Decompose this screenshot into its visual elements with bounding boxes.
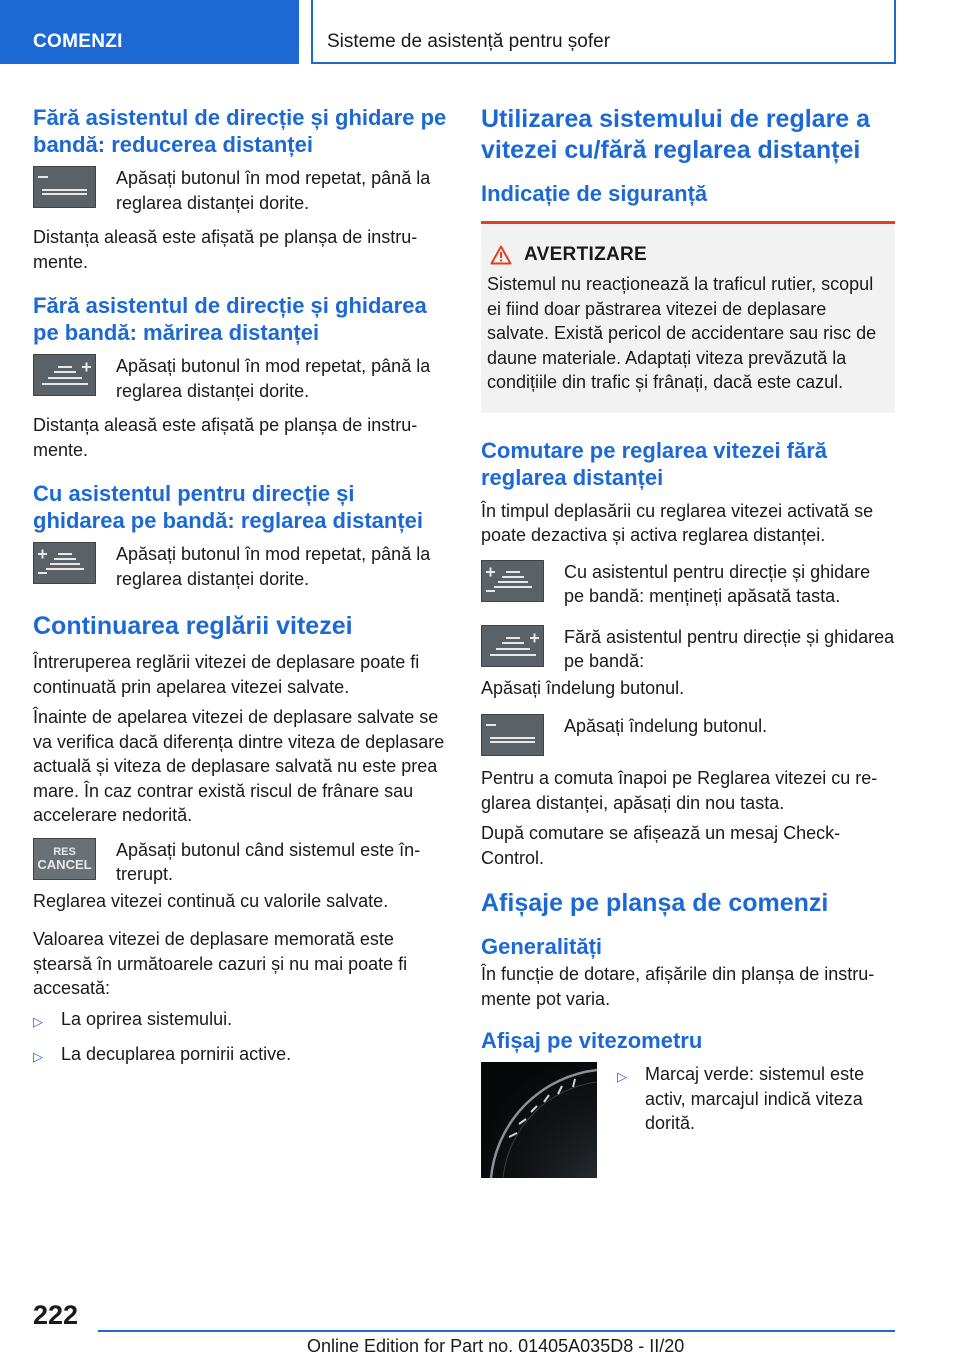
paragraph: Reglarea vitezei continuă cu valorile salvate. (33, 890, 389, 911)
paragraph: Înainte de apelarea vitezei de deplasare salvate se va verifica dacă diferența dintre viteza de deplasare actuală și viteza de deplasare salvată nu este prea mare. În caz contrar există riscul de frânare sau accelerare nedorită. (33, 707, 445, 825)
instruction-text: Cu asistentul pentru direcție și ghidare pe bandă: mențineți apăsată tasta. (564, 561, 871, 606)
res-label: RES (53, 845, 76, 858)
paragraph: Pentru a comuta înapoi pe Reglarea vitezei cu reglarea distanței, apăsați din nou tasta. (481, 768, 878, 813)
paragraph: Valoarea vitezei de deplasare memorată este ștearsă în următoarele cazuri și nu mai poate fi accesată: (33, 929, 408, 998)
left-column (33, 104, 449, 1078)
instruction-text: Fără asistentul pentru direcție și ghidarea pe bandă: (564, 626, 895, 671)
distance-plus-button-icon (33, 354, 96, 396)
distance-minus-button-icon (481, 714, 544, 756)
right-column (481, 104, 895, 1178)
list-item: ▷ La decuplarea pornirii active. (33, 1042, 449, 1070)
paragraph: Apăsați îndelung butonul. (481, 677, 685, 698)
triangle-bullet-icon: ▷ (33, 1049, 43, 1064)
list-item: ▷ Marcaj verde: sistemul este activ, marcajul indică viteza dorită. (617, 1062, 895, 1136)
bullet-list (617, 1062, 895, 1144)
paragraph: Întreruperea reglării vitezei de deplasare poate fi continuată prin apelarea vitezei salvate. (33, 652, 420, 697)
distance-minus-button-icon (33, 166, 96, 208)
paragraph: În timpul deplasării cu reglarea vitezei activată se poate dezactiva și activa reglarea distanței. (481, 500, 874, 545)
paragraph: Distanța aleasă este afișată pe planșa de instrumente. (33, 415, 418, 460)
heading-general: Generalități (481, 934, 603, 959)
instruction-resume (33, 838, 449, 887)
paragraph: Distanța aleasă este afișată pe planșa de instrumente. (33, 227, 418, 272)
warning-box (481, 221, 895, 413)
heading-instrument-displays: Afișaje pe planșa de comenzi (481, 889, 829, 917)
instruction-text: Apăsați butonul în mod repetat, până la reglarea distanței dorite. (116, 356, 431, 401)
heading-safety-note: Indicație de siguranță (481, 181, 708, 206)
footer-divider (98, 1330, 895, 1332)
distance-plus-button-icon (481, 625, 544, 667)
warning-title: AVERTIZARE (524, 244, 647, 265)
heading-speedometer-display: Afișaj pe vitezometru (481, 1028, 703, 1053)
triangle-bullet-icon: ▷ (617, 1069, 627, 1084)
page-number: 222 (33, 1300, 79, 1330)
instruction-adjust-distance (33, 542, 449, 591)
heading-increase-distance: Fără asistentul de direcție și ghidarea pe bandă: mărirea distanței (33, 293, 427, 345)
warning-header (487, 244, 887, 266)
warning-triangle-icon (490, 245, 512, 265)
heading-use-cruise-control: Utilizarea sistemului de reglare a vitezei cu/fără reglarea distanței (481, 105, 871, 164)
heading-reduce-distance: Fără asistentul de direcție și ghidare pe bandă: reducerea distanței (33, 105, 447, 157)
heading-continue-speed: Continuarea reglării vitezei (33, 612, 353, 640)
instruction-text: Apăsați butonul în mod repetat, până la reglarea distanței dorite. (116, 168, 431, 213)
instruction-increase-distance (33, 354, 449, 403)
instruction-text: Apăsați butonul când sistemul este întrerupt. (116, 839, 421, 884)
instruction-text: Apăsați îndelung butonul. (564, 716, 768, 736)
header-section-tab (0, 0, 299, 64)
distance-plus-minus-button-icon (481, 560, 544, 602)
triangle-bullet-icon: ▷ (33, 1013, 43, 1029)
warning-text: Sistemul nu reacționează la traficul rutier, scopul ei fiind doar păstrarea vitezei de deplasare salvate. Există pericol de accidentare sau risc de daune materiale. Adaptați viteza prevăzută la condițiile din trafic și frânați, dacă este cazul. (487, 274, 877, 392)
speedometer-section (481, 1062, 895, 1178)
paragraph: După comutare se afișează un mesaj Check-Control. (481, 823, 841, 868)
footer-edition: Online Edition for Part no. 01405A035D8 - II/20 (307, 1336, 685, 1356)
header-chapter-box (311, 0, 896, 64)
instruction-text: Apăsați butonul în mod repetat, până la reglarea distanței dorite. (116, 544, 431, 589)
cancel-label: CANCEL (37, 856, 92, 872)
distance-plus-minus-button-icon (33, 542, 96, 584)
header-chapter-title: Sisteme de asistență pentru șofer (327, 31, 611, 52)
header-section-title: COMENZI (33, 31, 123, 52)
instruction-reduce-distance (33, 166, 449, 215)
res-cancel-button-icon (33, 838, 96, 880)
heading-adjust-distance: Cu asistentul pentru direcție și ghidarea pe bandă: reglarea distanței (33, 481, 424, 533)
paragraph: În funcție de dotare, afișările din planșa de instrumente pot varia. (481, 964, 875, 1009)
instruction-with-assistant (481, 560, 895, 609)
instruction-without-assistant (481, 625, 895, 674)
instruction-long-press (481, 714, 895, 756)
heading-switch-mode: Comutare pe reglarea vitezei fără reglarea distanței (481, 437, 828, 490)
list-item: ▷ La oprirea sistemului. (33, 1007, 449, 1035)
speedometer-image (481, 1062, 597, 1178)
bullet-list (33, 1007, 449, 1070)
